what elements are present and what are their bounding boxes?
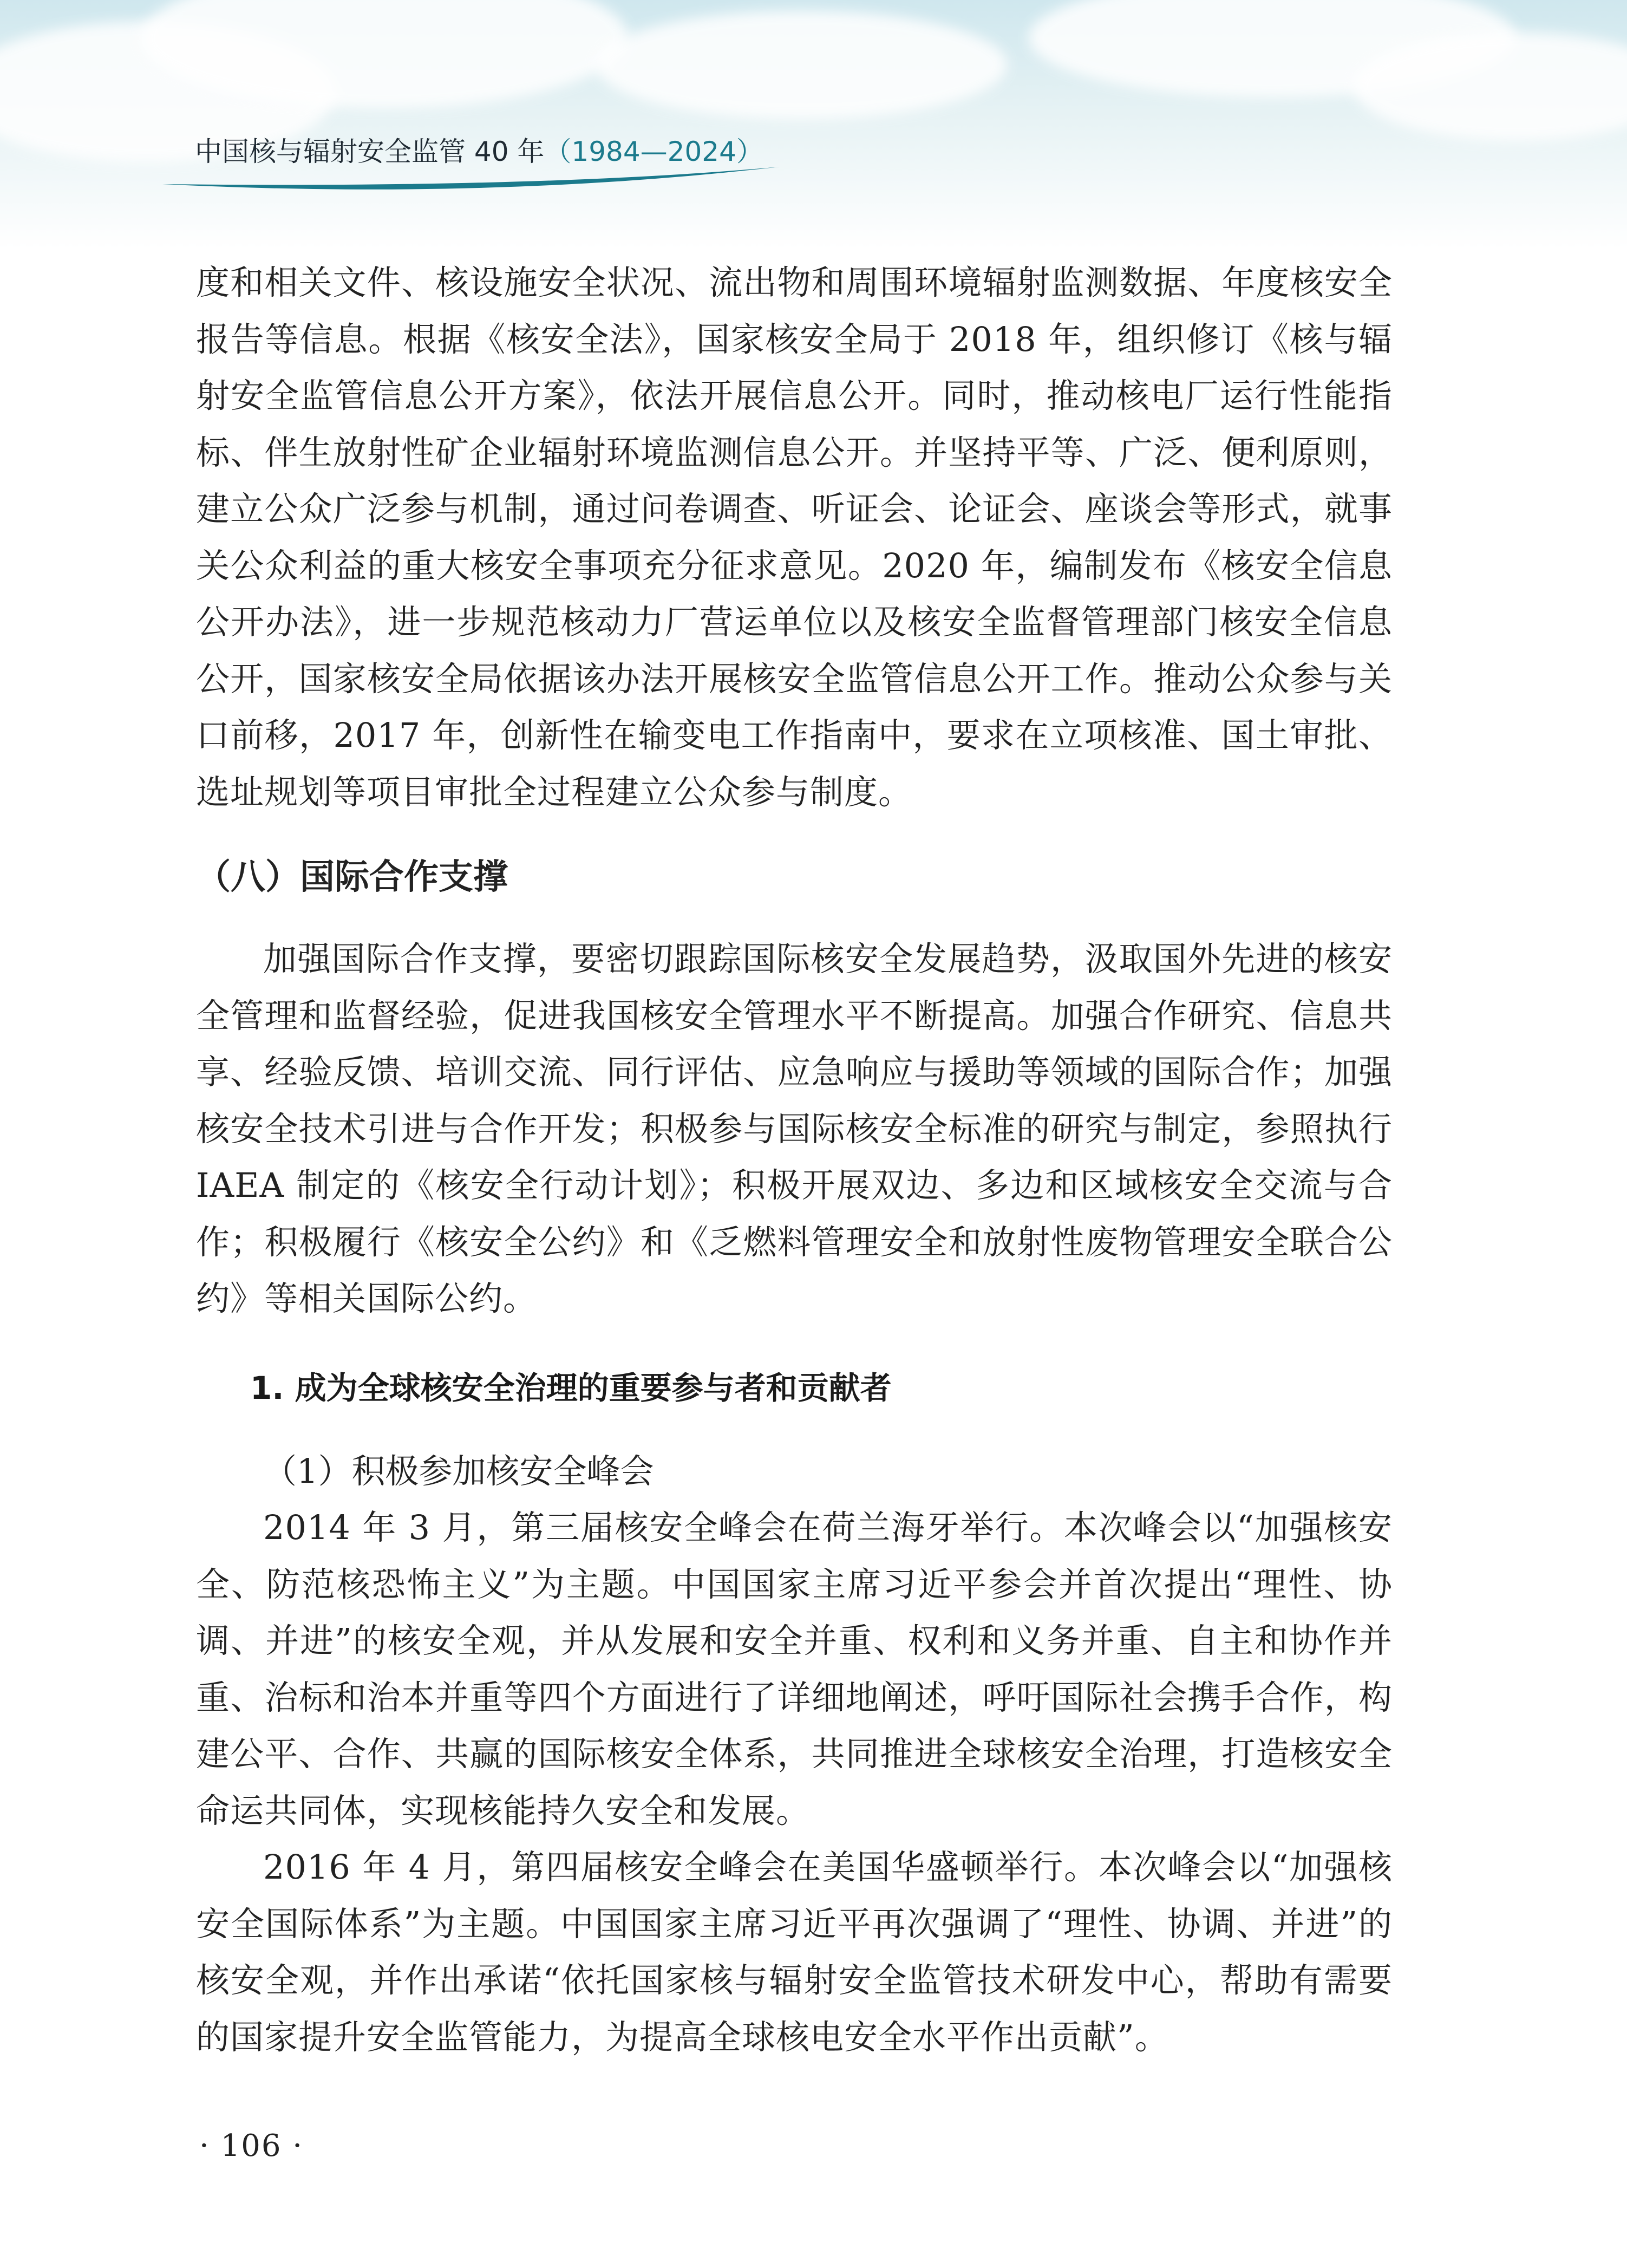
page-number: · 106 · (199, 2128, 304, 2163)
paragraph-2016-summit: 2016 年 4 月，第四届核安全峰会在美国华盛顿举行。本次峰会以“加强核安全国际体系”为主题。中国国家主席习近平再次强调了“理性、协调、并进”的核安全观，并作出承诺“依托国家核与辐射安全监管技术研发中心，帮助有需要的国家提升安全监管能力，为提高全球核电安全水平作出贡献”。 (196, 1847, 1393, 2057)
cloud-shape (596, 11, 1007, 119)
paragraph-intl-cooperation: 加强国际合作支撑，要密切跟踪国际核安全发展趋势，汲取国外先进的核安全管理和监督经验，促进我国核安全管理水平不断提高。加强合作研究、信息共享、经验反馈、培训交流、同行评估、应急响应与援助等领域的国际合作；加强核安全技术引进与合作开发；积极参与国际核安全标准的研究与制定，参照执行 IAEA 制定的《核安全行动计划》；积极开展双边、多边和区域核安全交流与合作；积极履行《核安全公约》和《乏燃料管理安全和放射性废物管理安全联合公约》等相关国际公约。 (196, 939, 1393, 1318)
header-title-text: 中国核与辐射安全监管 40 年 (195, 136, 545, 167)
page-body (196, 255, 1393, 2065)
header-sky-background (0, 0, 1627, 249)
subsection-heading: 1. 成为全球核安全治理的重要参与者和贡献者 (250, 1369, 892, 1406)
header-years: （1984—2024） (544, 136, 763, 167)
paragraph-continuation: 度和相关文件、核设施安全状况、流出物和周围环境辐射监测数据、年度核安全报告等信息。根据《核安全法》，国家核安全局于 2018 年，组织修订《核与辐射安全监管信息公开方案》，依法开展信息公开。同时，推动核电厂运行性能指标、伴生放射性矿企业辐射环境监测信息公开。并坚持平等、广泛、便利原则，建立公众广泛参与机制，通过问卷调查、听证会、论证会、座谈会等形式，就事关公众利益的重大核安全事项充分征求意见。2020 年，编制发布《核安全信息公开办法》，进一步规范核动力厂营运单位以及核安全监督管理部门核安全信息公开，国家核安全局依据该办法开展核安全监管信息公开工作。推动公众参与关口前移，2017 年，创新性在输变电工作指南中，要求在立项核准、国土审批、选址规划等项目审批全过程建立公众参与制度。 (196, 263, 1393, 812)
section-heading: （八）国际合作支撑 (196, 857, 508, 897)
header-swoosh-decoration (162, 162, 790, 195)
item-heading: （1）积极参加核安全峰会 (263, 1451, 654, 1491)
paragraph-2014-summit: 2014 年 3 月，第三届核安全峰会在荷兰海牙举行。本次峰会以“加强核安全、防范核恐怖主义”为主题。中国国家主席习近平参会并首次提出“理性、协调、并进”的核安全观，并从发展和安全并重、权利和义务并重、自主和协作并重、治标和治本并重等四个方面进行了详细地阐述，呼吁国际社会携手合作，构建公平、合作、共赢的国际核安全体系，共同推进全球核安全治理，打造核安全命运共同体，实现核能持久安全和发展。 (196, 1508, 1393, 1830)
